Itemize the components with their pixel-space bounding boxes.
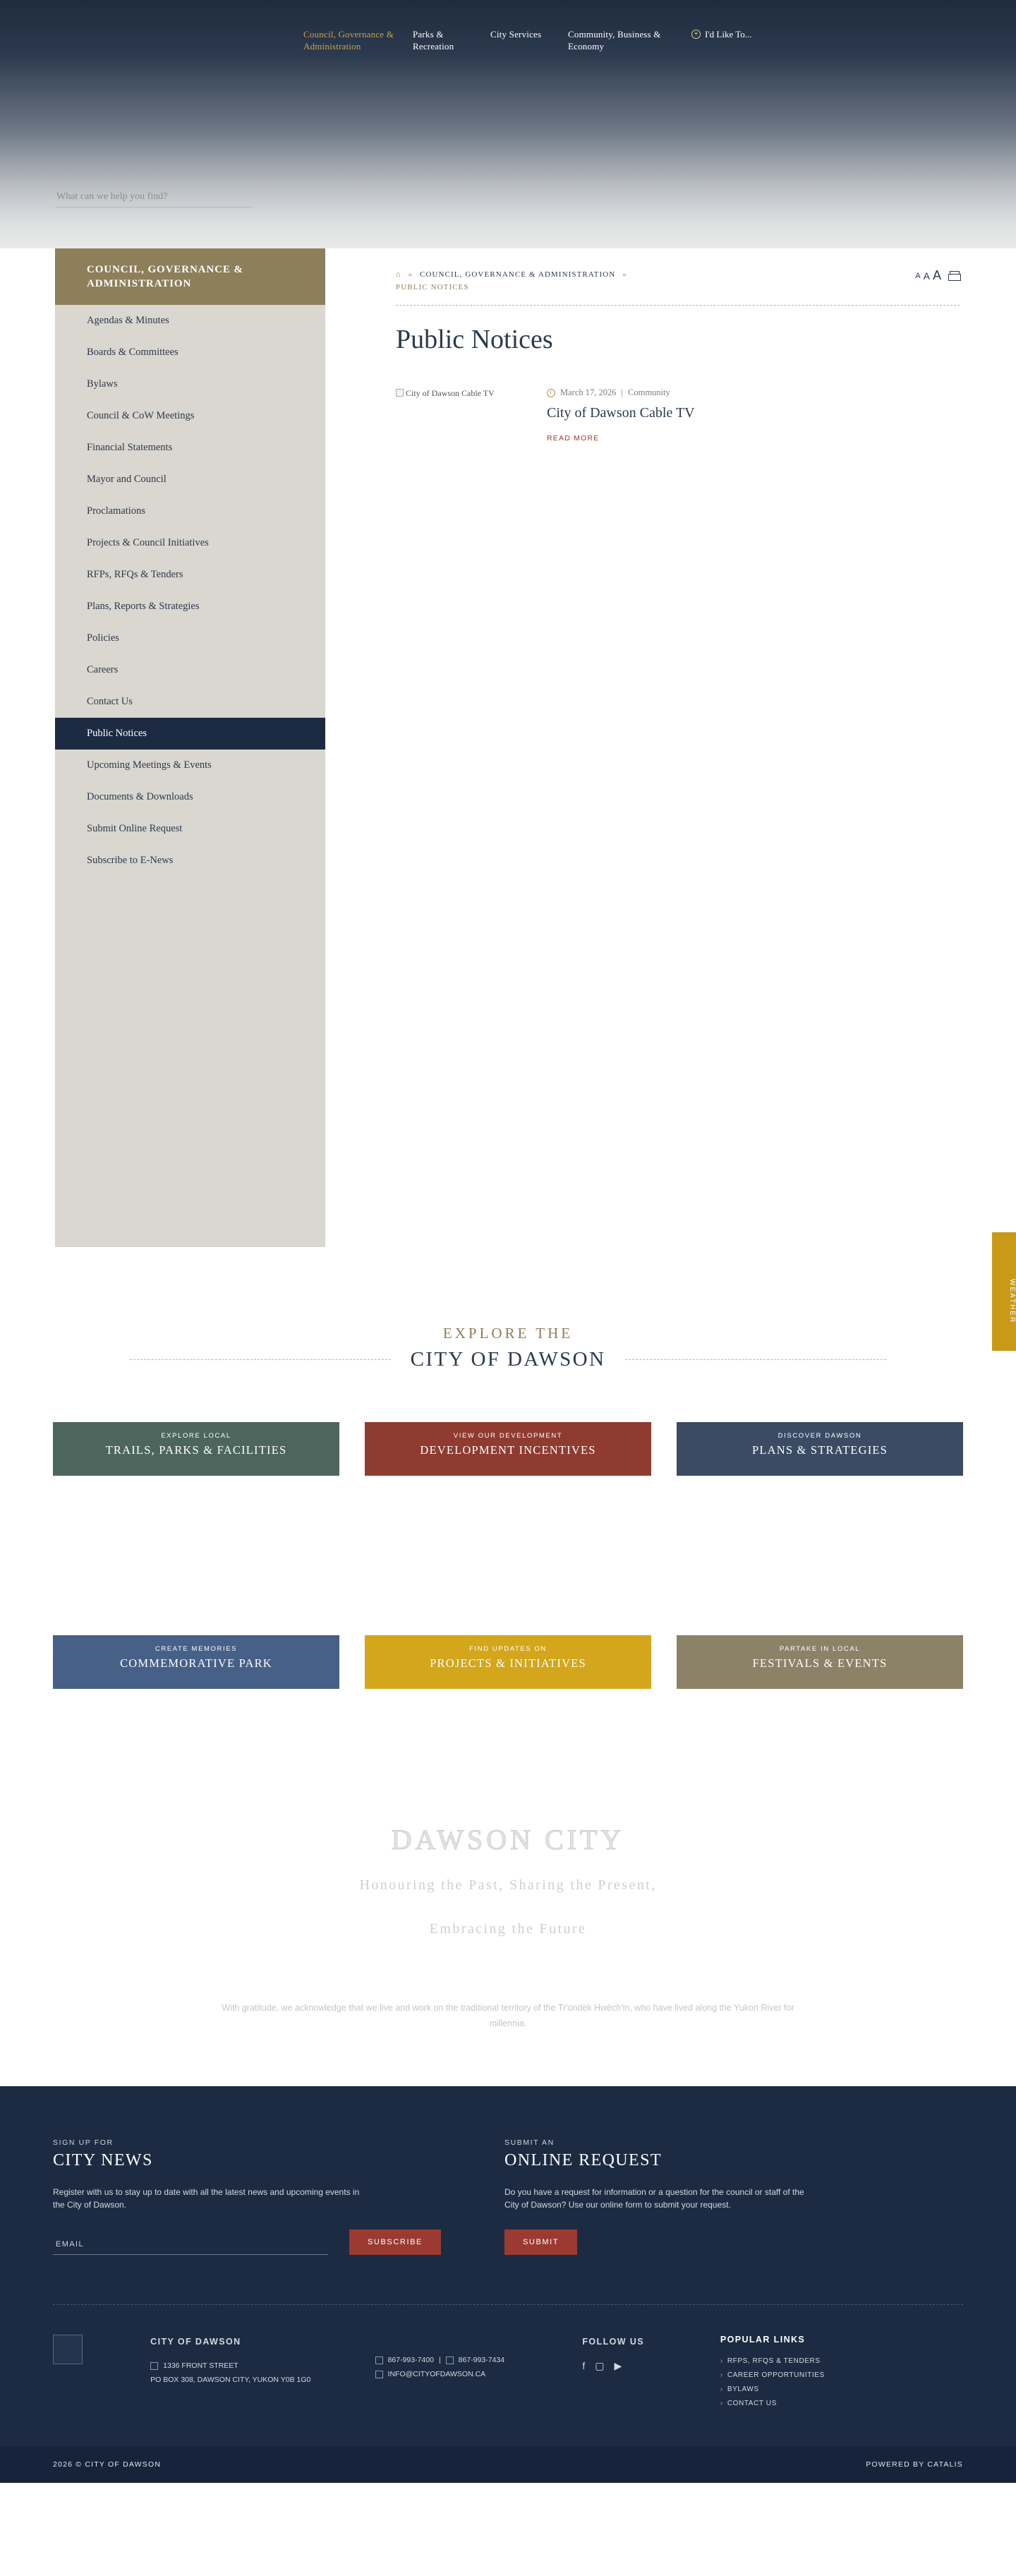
sidebar-item-label[interactable]: Subscribe to E-News <box>87 855 174 866</box>
tile-trails-parks-facilities[interactable] <box>53 1422 339 1476</box>
tile-title: FESTIVALS & EVENTS <box>752 1656 888 1670</box>
sidebar-item-council-cow-meetings[interactable] <box>55 400 325 432</box>
tile-kicker: DISCOVER DAWSON <box>778 1432 862 1440</box>
sidebar-item-policies[interactable] <box>55 622 325 654</box>
site-header <box>0 0 1016 248</box>
footer-online-request <box>504 2138 900 2255</box>
sidebar-item-label[interactable]: Policies <box>87 632 119 644</box>
popular-link-contact-us[interactable]: › CONTACT US <box>720 2397 869 2411</box>
printer-icon[interactable] <box>948 271 960 281</box>
explore-tiles <box>53 1422 963 1689</box>
footer-email-row <box>375 2367 549 2381</box>
sidebar-item-submit-online-request[interactable] <box>55 813 325 845</box>
notice-thumbnail <box>396 387 521 399</box>
notice-title[interactable]: City of Dawson Cable TV <box>547 405 695 421</box>
newsletter-kicker: SIGN UP FOR <box>53 2138 114 2147</box>
tile-plans-strategies[interactable] <box>677 1422 963 1476</box>
nav-link-city-services[interactable]: City Services <box>490 29 542 40</box>
page-title: Public Notices <box>396 325 553 354</box>
watermark-tagline-line2: Embracing the Future <box>429 1921 587 1937</box>
phone-separator: | <box>438 2356 441 2364</box>
tile-festivals-events[interactable] <box>677 1635 963 1689</box>
sidebar-item-label[interactable]: Projects & Council Initiatives <box>87 537 209 548</box>
youtube-icon[interactable]: ▶ <box>614 2360 622 2371</box>
weather-tab[interactable]: WEATHER <box>992 1232 1016 1351</box>
sidebar-item-careers[interactable] <box>55 654 325 686</box>
sidebar-item-label[interactable]: Careers <box>87 664 119 675</box>
popular-links-title: POPULAR LINKS <box>720 2335 806 2345</box>
nav-link-i-would-like-to: I'd Like To... <box>705 29 752 40</box>
footer-popular-links <box>720 2335 963 2411</box>
notice-category: Community <box>628 387 670 397</box>
footer-address-block <box>150 2335 341 2387</box>
sidebar-menu <box>55 305 325 877</box>
email-field[interactable] <box>53 2236 328 2255</box>
font-size-large-button[interactable]: A <box>932 268 941 282</box>
instagram-icon[interactable]: ▢ <box>595 2360 605 2371</box>
tile-kicker: CREATE MEMORIES <box>155 1645 238 1653</box>
broken-image-icon <box>396 389 404 397</box>
page-tools <box>915 268 960 283</box>
explore-kicker: EXPLORE THE <box>442 1325 574 1342</box>
primary-navigation <box>0 0 1016 52</box>
footer-follow-block <box>582 2335 687 2373</box>
address-line1-text: 1336 FRONT STREET <box>163 2361 238 2370</box>
request-body: Do you have a request for information or a question for the council or staff of the City of Dawson? Use our online form to submit your request. <box>504 2187 804 2210</box>
sidebar-item-public-notices[interactable] <box>55 718 325 750</box>
nav-item-parks[interactable] <box>413 28 490 52</box>
sidebar-item-label[interactable]: Council & CoW Meetings <box>87 410 195 421</box>
section-sidebar <box>55 248 325 1247</box>
nav-item-i-would-like-to[interactable] <box>691 28 752 40</box>
sidebar-item-rfps-rfqs-tenders[interactable] <box>55 559 325 591</box>
phone-icon <box>375 2357 383 2364</box>
sidebar-item-plans-reports-strategies[interactable] <box>55 591 325 622</box>
facebook-icon[interactable]: f <box>582 2360 586 2371</box>
notice-image-alt: City of Dawson Cable TV <box>406 388 495 398</box>
read-more-link[interactable]: READ MORE <box>547 434 600 443</box>
popular-link-bylaws[interactable]: › BYLAWS <box>720 2383 869 2397</box>
decorative-rule-right <box>625 1359 886 1360</box>
footer-top <box>53 2138 963 2255</box>
tile-title: COMMEMORATIVE PARK <box>120 1656 272 1670</box>
footer-newsletter <box>53 2138 448 2255</box>
nav-item-council[interactable] <box>303 28 413 52</box>
tile-title: DEVELOPMENT INCENTIVES <box>420 1443 596 1457</box>
powered-by-text: POWERED BY CATALIS <box>866 2460 963 2469</box>
phone-secondary-link[interactable]: 867-993-7434 <box>458 2356 505 2364</box>
notice-meta <box>547 387 695 398</box>
breadcrumb-separator: » <box>408 270 413 279</box>
explore-heading-row <box>0 1348 1016 1371</box>
tile-commemorative-park[interactable] <box>53 1635 339 1689</box>
breadcrumb-parent-link[interactable]: COUNCIL, GOVERNANCE & ADMINISTRATION <box>420 270 616 279</box>
main-content <box>325 248 1016 444</box>
search-box[interactable] <box>55 188 253 207</box>
notice-body <box>547 387 695 444</box>
envelope-icon <box>375 2371 383 2378</box>
city-crest-icon <box>53 2335 83 2364</box>
tile-title: TRAILS, PARKS & FACILITIES <box>105 1443 287 1457</box>
plus-circle-icon: + <box>691 30 701 39</box>
nav-link-parks[interactable]: Parks & Recreation <box>413 29 454 52</box>
font-size-medium-button[interactable]: A <box>923 270 930 282</box>
footer-address-line1 <box>150 2359 341 2373</box>
watermark-block <box>0 1823 1016 1944</box>
sidebar-item-label[interactable]: Mayor and Council <box>87 474 167 485</box>
sidebar-item-subscribe-enews[interactable] <box>55 845 325 877</box>
site-footer <box>0 2086 1016 2483</box>
tile-kicker: FIND UPDATES ON <box>469 1645 547 1653</box>
breadcrumb-current: PUBLIC NOTICES <box>396 283 469 291</box>
sidebar-item-projects-council-initiatives[interactable] <box>55 527 325 559</box>
social-links <box>582 2359 687 2373</box>
footer-address-line2: PO BOX 308, DAWSON CITY, YUKON Y0B 1G0 <box>150 2376 311 2384</box>
popular-link-careers[interactable]: › CAREER OPPORTUNITIES <box>720 2369 869 2383</box>
sidebar-item-mayor-and-council[interactable] <box>55 464 325 495</box>
sidebar-item-label[interactable]: Boards & Committees <box>87 347 179 358</box>
sidebar-item-documents-downloads[interactable] <box>55 781 325 813</box>
copyright-text: 2026 © CITY OF DAWSON <box>53 2460 162 2469</box>
sidebar-item-label[interactable]: Bylaws <box>87 378 118 390</box>
footer-bottom <box>53 2305 963 2446</box>
sidebar-item-label[interactable]: Financial Statements <box>87 442 173 453</box>
footer-contact-block <box>375 2335 549 2381</box>
sidebar-item-agendas-minutes[interactable] <box>55 305 325 337</box>
follow-title: FOLLOW US <box>582 2337 644 2347</box>
sidebar-item-boards-committees[interactable] <box>55 337 325 368</box>
tile-projects-initiatives[interactable] <box>365 1635 651 1689</box>
footer-logo <box>53 2335 116 2364</box>
sidebar-item-label[interactable]: Contact Us <box>87 696 133 707</box>
tile-title: PROJECTS & INITIATIVES <box>430 1656 586 1670</box>
copyright-bar <box>0 2446 1016 2483</box>
footer-phone-row <box>375 2353 549 2367</box>
sidebar-item-upcoming-meetings-events[interactable] <box>55 750 325 781</box>
email-link[interactable]: INFO@CITYOFDAWSON.CA <box>387 2370 486 2378</box>
breadcrumb <box>396 268 631 294</box>
font-size-small-button[interactable]: A <box>915 271 921 280</box>
nav-item-city-services[interactable] <box>490 28 568 40</box>
sidebar-item-label[interactable]: Agendas & Minutes <box>87 315 169 326</box>
sidebar-item-contact-us[interactable] <box>55 686 325 718</box>
fax-icon <box>446 2357 454 2364</box>
watermark-title: DAWSON CITY <box>391 1824 625 1855</box>
sidebar-item-label[interactable]: RFPs, RFQs & Tenders <box>87 569 183 580</box>
decorative-rule-left <box>130 1359 391 1360</box>
list-item[interactable] <box>396 387 960 444</box>
breadcrumb-row <box>396 268 960 294</box>
tile-kicker: PARTAKE IN LOCAL <box>779 1645 861 1653</box>
watermark-tagline-line1: Honouring the Past, Sharing the Present, <box>359 1877 657 1893</box>
popular-link-rfps[interactable]: › RFPS, RFQS & TENDERS <box>720 2354 869 2369</box>
tile-development-incentives[interactable] <box>365 1422 651 1476</box>
sidebar-item-label[interactable]: Documents & Downloads <box>87 791 193 802</box>
home-icon[interactable]: ⌂ <box>396 270 401 279</box>
nav-link-community[interactable]: Community, Business & Economy <box>568 29 661 52</box>
sidebar-item-label[interactable]: Proclamations <box>87 505 145 517</box>
newsletter-form <box>53 2229 448 2255</box>
sidebar-item-label[interactable]: Public Notices <box>55 718 325 750</box>
sidebar-title: COUNCIL, GOVERNANCE & ADMINISTRATION <box>55 248 325 305</box>
nav-item-community[interactable] <box>568 28 691 52</box>
request-kicker: SUBMIT AN <box>504 2138 555 2147</box>
tile-kicker: EXPLORE LOCAL <box>161 1432 231 1440</box>
nav-link-council[interactable]: Council, Governance & Administration <box>303 29 394 52</box>
search-input[interactable] <box>55 188 253 207</box>
sidebar-item-bylaws[interactable] <box>55 368 325 400</box>
sidebar-item-proclamations[interactable] <box>55 495 325 527</box>
sidebar-item-label[interactable]: Plans, Reports & Strategies <box>87 601 200 612</box>
newsletter-title: CITY NEWS <box>53 2151 153 2169</box>
sidebar-item-label[interactable]: Submit Online Request <box>87 823 183 834</box>
footer-org-name: CITY OF DAWSON <box>150 2337 241 2347</box>
explore-heading: CITY OF DAWSON <box>410 1348 606 1371</box>
submit-button[interactable]: SUBMIT <box>504 2229 577 2255</box>
notice-meta-separator: | <box>621 387 624 397</box>
explore-section <box>0 1247 1016 2031</box>
subscribe-button[interactable]: SUBSCRIBE <box>349 2229 441 2255</box>
land-acknowledgement: With gratitude, we acknowledge that we live and work on the traditional territory of the Tr'ondëk Hwëch'in, who have lived along the Yukon River for millennia. <box>222 2003 794 2028</box>
phone-primary-link[interactable]: 867-993-7400 <box>387 2356 434 2364</box>
sidebar-item-label[interactable]: Upcoming Meetings & Events <box>87 759 212 771</box>
request-title: ONLINE REQUEST <box>504 2151 662 2169</box>
map-pin-icon <box>150 2362 158 2370</box>
tile-title: PLANS & STRATEGIES <box>751 1443 888 1457</box>
newsletter-body: Register with us to stay up to date with all the latest news and upcoming events in the City of Dawson. <box>53 2187 360 2210</box>
clock-icon <box>547 389 555 397</box>
page-body <box>0 248 1016 1247</box>
divider <box>396 305 960 306</box>
notice-date: March 17, 2026 <box>560 387 617 397</box>
tile-kicker: VIEW OUR DEVELOPMENT <box>453 1432 563 1440</box>
sidebar-item-financial-statements[interactable] <box>55 432 325 464</box>
breadcrumb-separator: » <box>622 270 627 279</box>
